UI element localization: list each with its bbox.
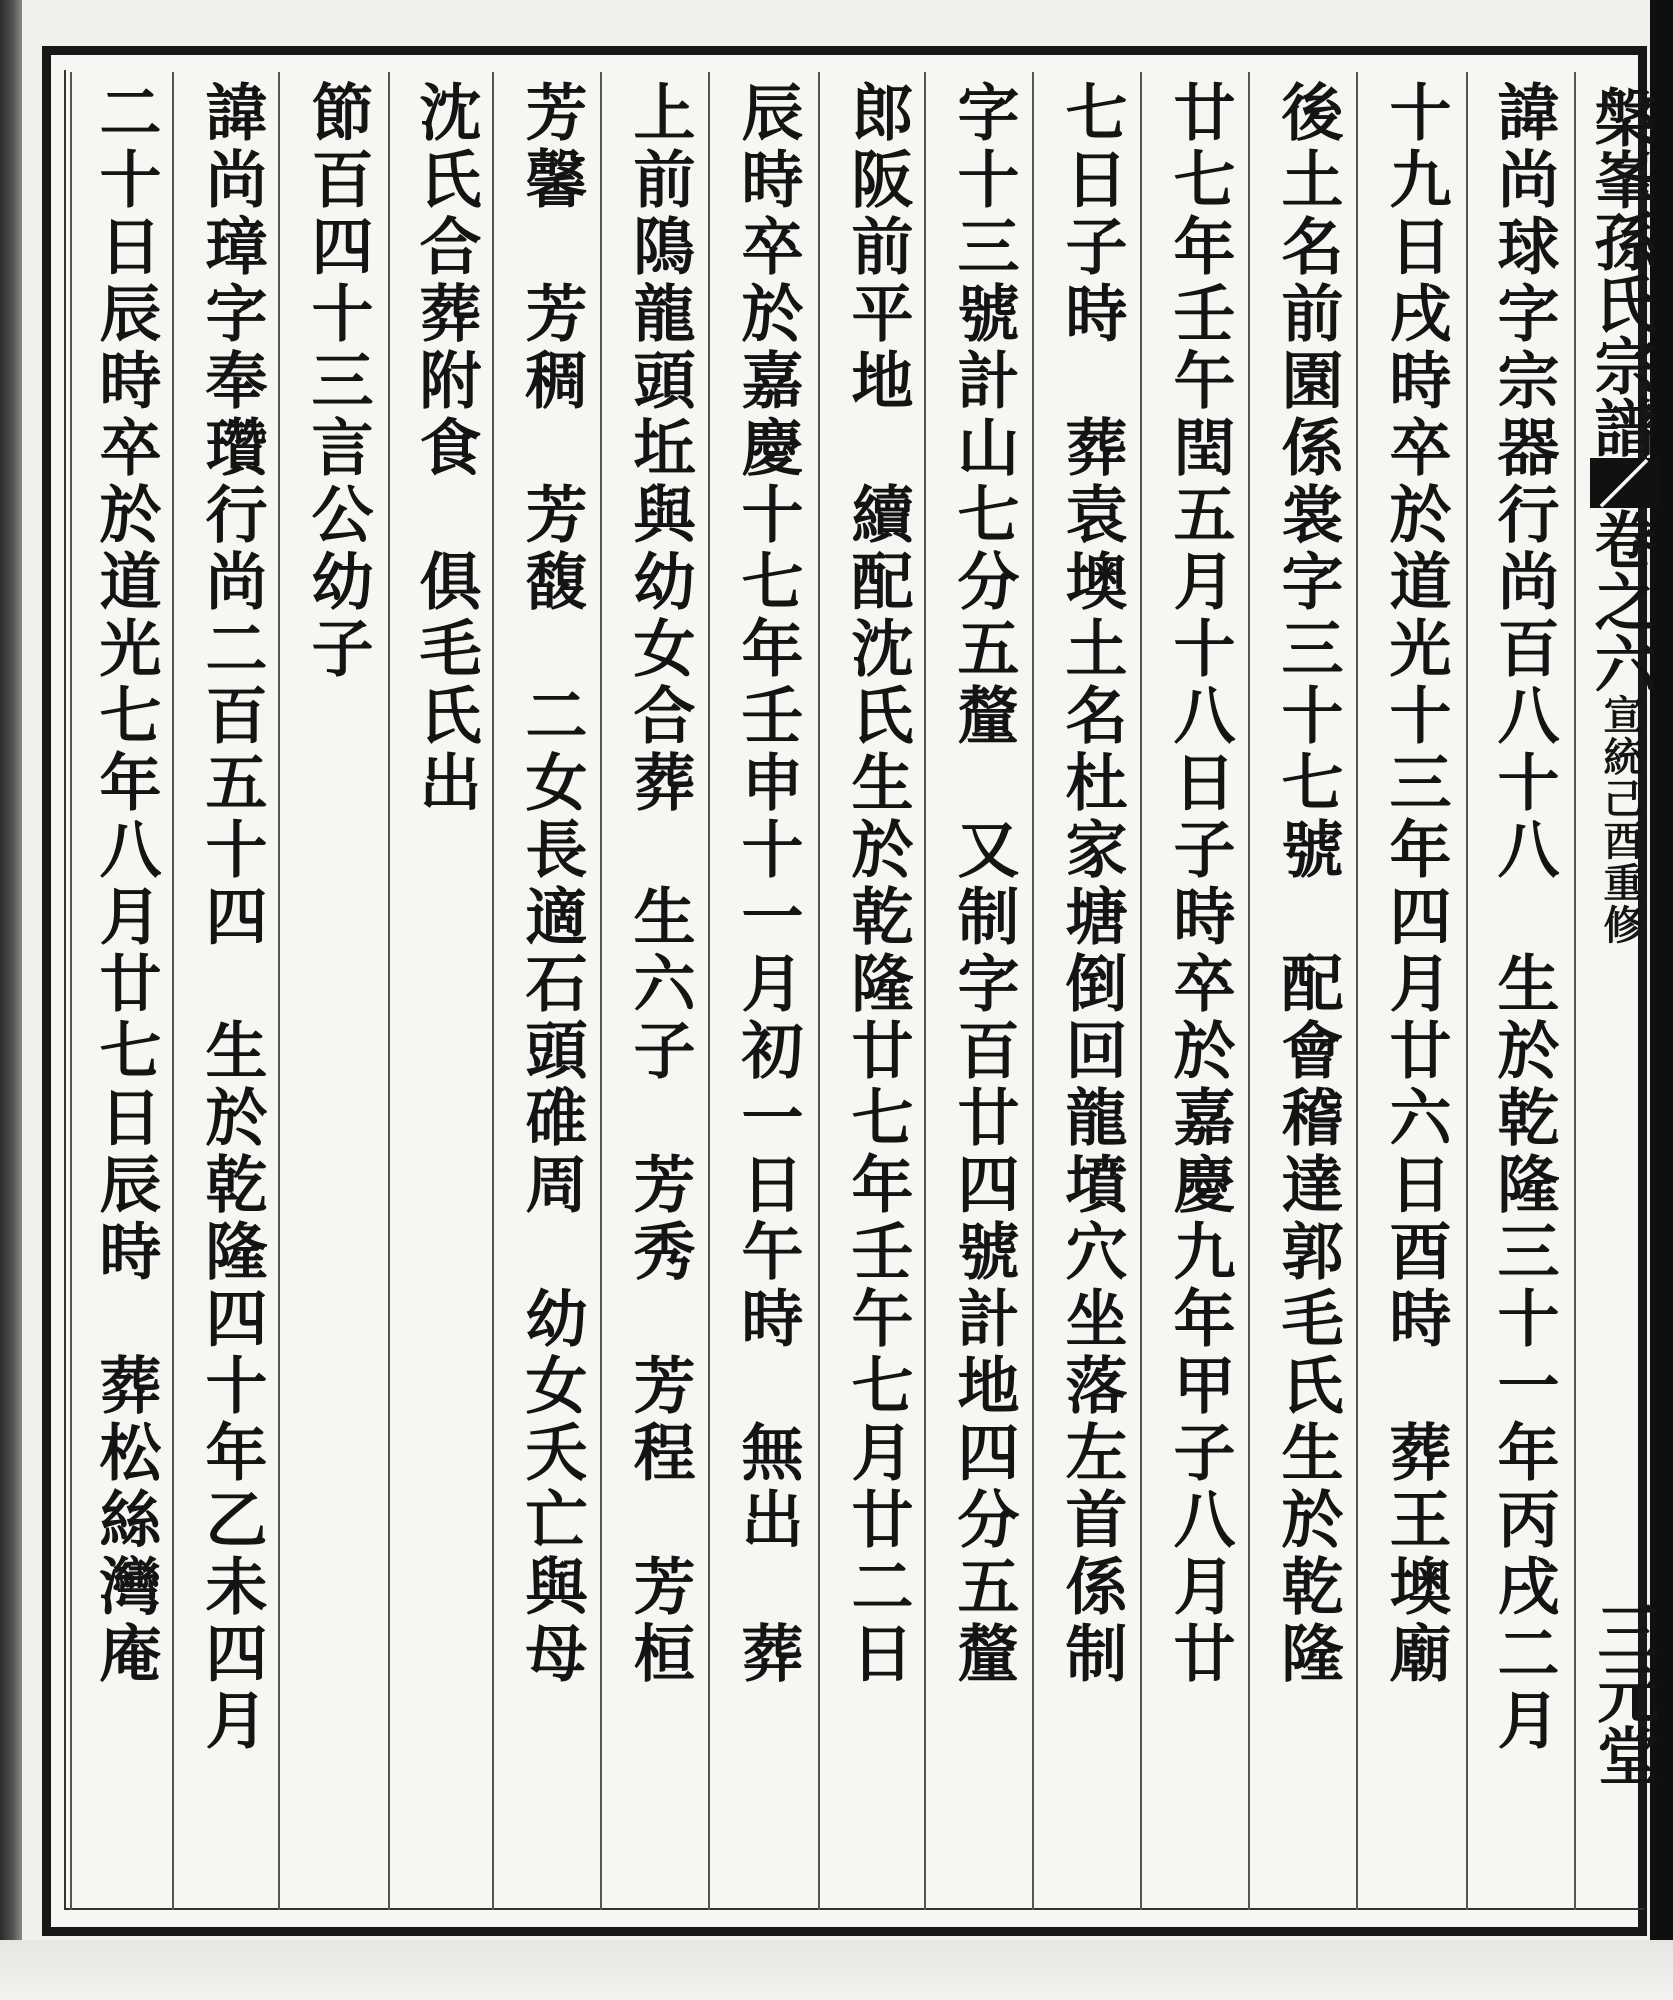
text-column: 上前隝龍頭坵與幼女合葬 生六子 芳秀 芳程 芳桓 (623, 80, 696, 1688)
text-column: 沈氏合葬附食 俱毛氏出 (409, 80, 482, 817)
hall-name: 三元堂 (1587, 1600, 1660, 1786)
text-column: 諱尚璋字奉瓚行尚二百五十四 生於乾隆四十年乙未四月 (195, 80, 268, 1755)
edition-label: 宣統己酉重修 (1597, 694, 1644, 946)
text-column: 節百四十三言公幼子 (301, 80, 374, 683)
text-column: 廿七年壬午閏五月十八日子時卒於嘉慶九年甲子八月廿 (1163, 80, 1236, 1688)
title-separator: ／ (1590, 458, 1660, 508)
text-column: 郎阪前平地 續配沈氏生於乾隆廿七年壬午七月廿二日 (841, 80, 914, 1688)
text-column: 字十三號計山七分五釐 又制字百廿四號計地四分五釐 (947, 80, 1020, 1688)
volume-label: 卷之六 (1584, 508, 1657, 694)
text-column: 諱尚球字宗器行尚百八十八 生於乾隆三十一年丙戌二月 (1487, 80, 1560, 1755)
book-title-text: 槃峯孫氏宗譜 (1584, 86, 1657, 458)
page-bottom-margin (0, 1940, 1673, 2000)
book-binding (0, 0, 22, 2000)
text-column: 辰時卒於嘉慶十七年壬申十一月初一日午時 無出 葬 (731, 80, 804, 1688)
text-column: 二十日辰時卒於道光七年八月廿七日辰時 葬松絲灣庵 (89, 80, 162, 1688)
text-column: 七日子時 葬袁墺土名杜家塘倒回龍墳穴坐落左首係制 (1055, 80, 1128, 1688)
text-column: 十九日戌時卒於道光十三年四月廿六日酉時 葬王墺廟 (1379, 80, 1452, 1688)
text-column: 芳馨 芳稠 芳馥 二女長適石頭碓周 幼女夭亡與母 (515, 80, 588, 1688)
text-column: 後土名前園係裳字三十七號 配會稽達郭毛氏生於乾隆 (1271, 80, 1344, 1688)
